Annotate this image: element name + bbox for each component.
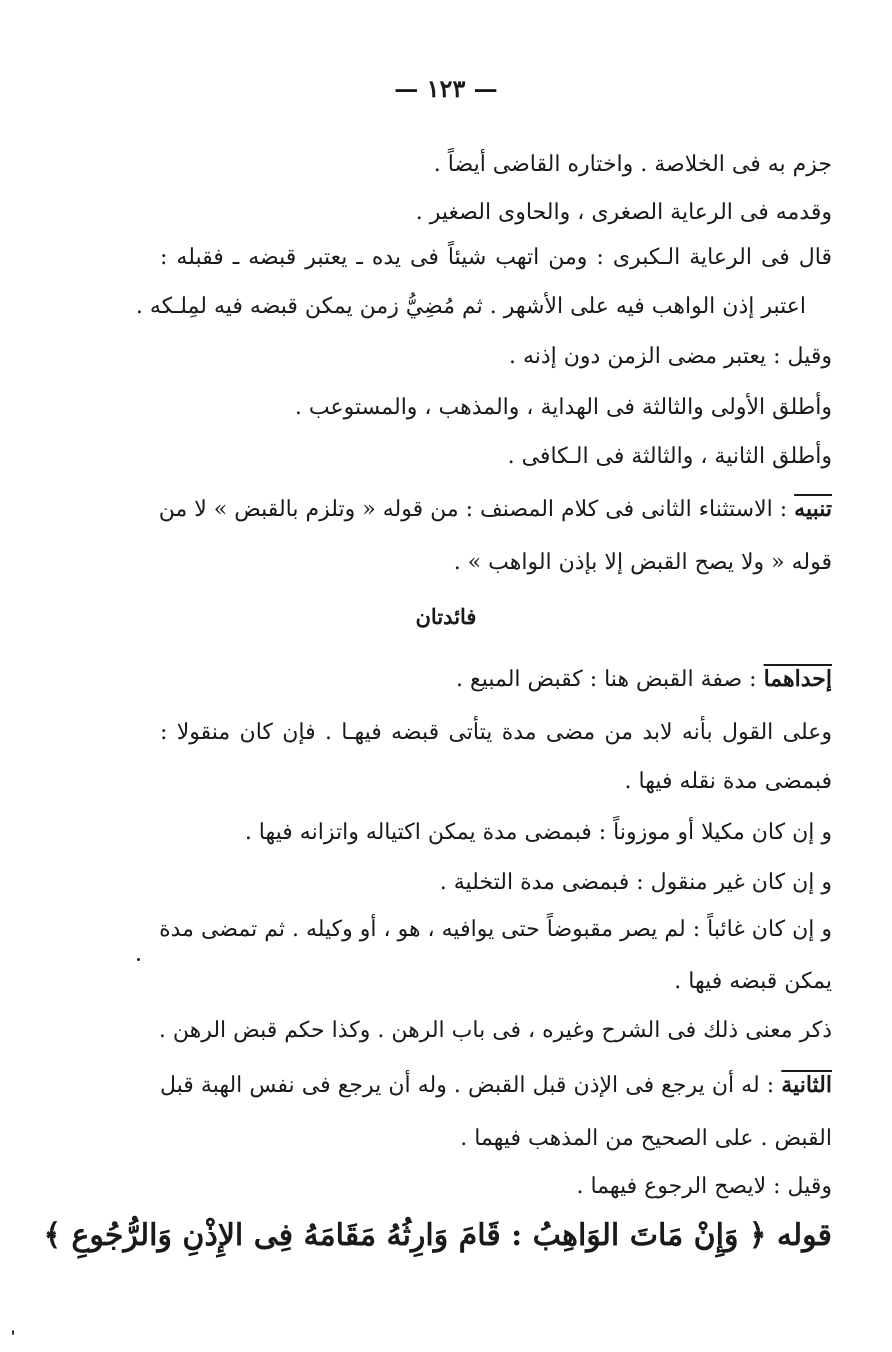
quote-line: قوله ﴿ وَإِنْ مَاتَ الوَاهِبُ : قَامَ وَارِثُهُ مَقَامَهُ فِى الإِذْنِ وَالرُّجُوعِ ﴾	[43, 1218, 832, 1253]
text-line-1: جزم به فى الخلاصة . واختاره القاضى أيضاً .	[433, 152, 832, 177]
faida1-label: إحداهما	[763, 666, 832, 692]
faida1-line-4: و إن كان مكيلا أو موزوناً : فبمضى مدة يمكن اكتياله واتزانه فيها .	[244, 820, 832, 845]
text-line-2: وقدمه فى الرعاية الصغرى ، والحاوى الصغير .	[415, 200, 832, 225]
faida2-text: : له أن يرجع فى الإذن قبل القبض . وله أن يرجع فى نفس الهبة قبل	[160, 1073, 775, 1098]
page-number: — ١٢٣ —	[394, 74, 498, 103]
tanbih-line-1	[160, 494, 832, 525]
text-line-7: وأطلق الثانية ، والثالثة فى الـكافى .	[507, 444, 832, 469]
tanbih-label: تنبيه	[794, 496, 832, 522]
tanbih-text: : الاستثناء الثانى فى كلام المصنف : من قوله « وتلزم بالقبض » لا من	[158, 497, 788, 522]
section-heading: فائدتان	[415, 604, 477, 629]
faida1-line-2: وعلى القول بأنه لابد من مضى مدة يتأتى قبضه فيهـا . فإن كان منقولا :	[160, 720, 832, 745]
faida1-text: : صفة القبض هنا : كقبض المبيع .	[456, 667, 757, 692]
faida2-line-2: القبض . على الصحيح من المذهب فيهما .	[460, 1126, 832, 1151]
faida1-line-1	[456, 664, 832, 695]
faida2-line-3: وقيل : لايصح الرجوع فيهما .	[576, 1174, 832, 1199]
faida1-line-7: يمكن قبضه فيها .	[674, 969, 832, 994]
faida2-label: الثانية	[781, 1072, 832, 1098]
text-line-3: قال فى الرعاية الـكبرى : ومن اتهب شيئاً فى يده ـ يعتبر قبضه ـ فقبله :	[160, 245, 832, 270]
text-line-6: وأطلق الأولى والثالثة فى الهداية ، والمذهب ، والمستوعب .	[294, 395, 832, 420]
faida2-line-1	[160, 1070, 832, 1101]
faida1-line-3: فبمضى مدة نقله فيها .	[624, 769, 832, 794]
tanbih-line-2: قوله « ولا يصح القبض إلا بإذن الواهب » .	[453, 550, 832, 575]
text-line-4: اعتبر إذن الواهب فيه على الأشهر . ثم مُضِيُّ زمن يمكن قبضه فيه لمِلـكه .	[135, 294, 806, 319]
print-speck	[12, 1330, 14, 1335]
print-speck	[137, 958, 140, 961]
faida1-line-5: و إن كان غير منقول : فبمضى مدة التخلية .	[439, 870, 832, 895]
text-line-5: وقيل : يعتبر مضى الزمن دون إذنه .	[508, 344, 832, 369]
faida1-line-8: ذكر معنى ذلك فى الشرح وغيره ، فى باب الرهن . وكذا حكم قبض الرهن .	[158, 1018, 832, 1043]
faida1-line-6: و إن كان غائباً : لم يصر مقبوضاً حتى يوافيه ، هو ، أو وكيله . ثم تمضى مدة	[159, 917, 832, 942]
